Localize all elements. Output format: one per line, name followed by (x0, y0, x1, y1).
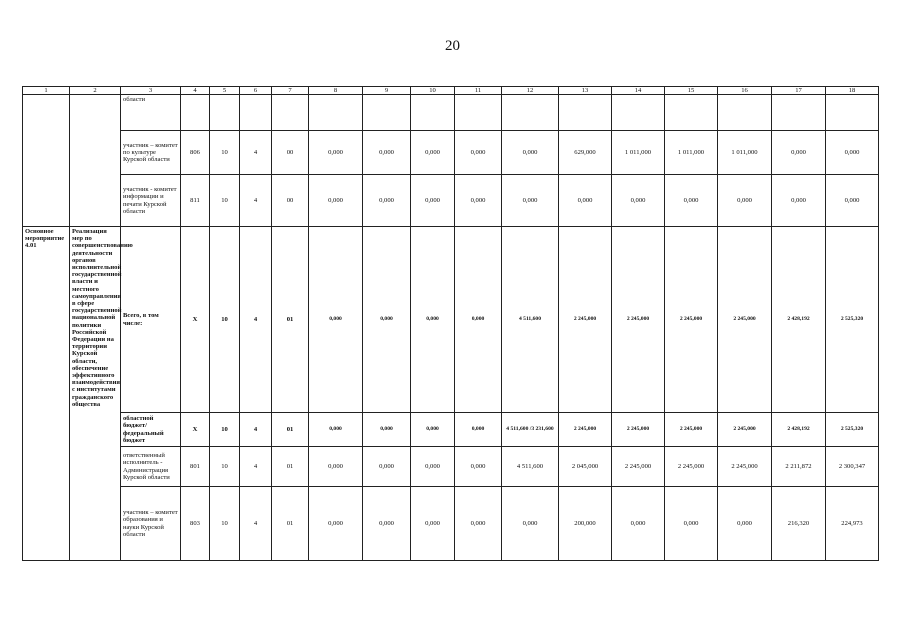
measure-code: Основное мероприятие 4.01 (23, 227, 70, 561)
table-cell: 0,000 (502, 131, 559, 175)
table-cell: 0,000 (455, 175, 502, 227)
table-cell: 4 (240, 227, 272, 413)
row-label: участник - комитет информации и печати Курской области (121, 175, 181, 227)
table-cell: 0,000 (612, 487, 665, 561)
table-cell: 01 (272, 487, 309, 561)
table-cell: 10 (210, 447, 240, 487)
table-cell: 0,000 (772, 175, 826, 227)
table-cell: 0,000 (309, 131, 363, 175)
row-label: участник – комитет образования и науки Курской области (121, 487, 181, 561)
header-cell: 11 (455, 87, 502, 95)
table-cell (210, 95, 240, 131)
table-cell: 0,000 (309, 447, 363, 487)
table-cell: 0,000 (363, 227, 411, 413)
table-cell: 0,000 (502, 175, 559, 227)
table-cell (70, 95, 121, 227)
table-row (23, 227, 879, 413)
table-cell: 0,000 (826, 131, 879, 175)
table-cell: 4 (240, 487, 272, 561)
table-cell: 0,000 (363, 447, 411, 487)
table-cell (665, 95, 718, 131)
table-cell: 00 (272, 131, 309, 175)
table-cell: 0,000 (363, 131, 411, 175)
table-cell: 0,000 (309, 227, 363, 413)
table-cell: 4 (240, 413, 272, 447)
table-cell: 2 245,000 (665, 413, 718, 447)
table-cell (772, 95, 826, 131)
header-cell: 9 (363, 87, 411, 95)
table-cell: 0,000 (309, 413, 363, 447)
table-cell: 0,000 (612, 175, 665, 227)
table-cell: 0,000 (826, 175, 879, 227)
table-cell: 0,000 (411, 487, 455, 561)
table-cell: 4 511,600 /3 231,600 (502, 413, 559, 447)
table-cell: 2 525,320 (826, 227, 879, 413)
table-cell: 0,000 (718, 487, 772, 561)
table-cell: 01 (272, 413, 309, 447)
table-cell: X (181, 413, 210, 447)
table-cell: 0,000 (502, 487, 559, 561)
table-cell: 200,000 (559, 487, 612, 561)
row-label: Всего, в том числе: (121, 227, 181, 413)
table-cell: 1 011,000 (612, 131, 665, 175)
table-cell: 2 300,347 (826, 447, 879, 487)
table-cell: 2 045,000 (559, 447, 612, 487)
table-cell: 0,000 (455, 413, 502, 447)
header-cell: 17 (772, 87, 826, 95)
table-cell: 0,000 (411, 413, 455, 447)
table-cell: 0,000 (455, 131, 502, 175)
table-cell: 01 (272, 227, 309, 413)
table-cell: 0,000 (772, 131, 826, 175)
header-cell: 8 (309, 87, 363, 95)
table-cell: 0,000 (309, 175, 363, 227)
row-label: области (121, 95, 181, 131)
table-cell: 2 245,000 (665, 227, 718, 413)
table-cell: 0,000 (559, 175, 612, 227)
table-cell: 0,000 (411, 227, 455, 413)
header-cell: 12 (502, 87, 559, 95)
table-cell: 2 245,000 (612, 413, 665, 447)
table-cell: 0,000 (411, 447, 455, 487)
table-cell: 2 245,000 (612, 447, 665, 487)
header-cell: 13 (559, 87, 612, 95)
table-cell: X (181, 227, 210, 413)
table-cell (826, 95, 879, 131)
header-cell: 6 (240, 87, 272, 95)
header-cell: 4 (181, 87, 210, 95)
row-label: областной бюджет/ федеральный бюджет (121, 413, 181, 447)
table-cell: 4 (240, 131, 272, 175)
table-cell: 0,000 (363, 487, 411, 561)
measure-description: Реализация мер по совершенствованию деятельности органов исполнительной государственной власти и местного самоуправления в сфере государственной национальной политики Российской Федерации на территории Курской области, обеспечение эффективного взаимодействия с институтами гражданского общества (70, 227, 121, 561)
table-cell: 2 245,000 (665, 447, 718, 487)
table-cell (718, 95, 772, 131)
table-cell: 0,000 (411, 131, 455, 175)
header-cell: 15 (665, 87, 718, 95)
table-cell (559, 95, 612, 131)
table-cell: 10 (210, 413, 240, 447)
table-cell: 2 245,000 (559, 227, 612, 413)
table-cell: 00 (272, 175, 309, 227)
table-cell: 0,000 (665, 175, 718, 227)
row-label: участник – комитет по культуре Курской области (121, 131, 181, 175)
header-cell: 2 (70, 87, 121, 95)
header-cell: 10 (411, 87, 455, 95)
table-cell: 2 525,320 (826, 413, 879, 447)
table-cell: 10 (210, 175, 240, 227)
table-cell: 2 245,000 (612, 227, 665, 413)
table-cell: 2 428,192 (772, 227, 826, 413)
header-row (23, 87, 879, 95)
table-cell (612, 95, 665, 131)
table-cell: 0,000 (309, 487, 363, 561)
table-cell: 0,000 (455, 447, 502, 487)
table-cell: 4 (240, 447, 272, 487)
table-cell: 10 (210, 131, 240, 175)
table-cell: 803 (181, 487, 210, 561)
table-cell: 4 511,600 (502, 447, 559, 487)
table-cell: 10 (210, 227, 240, 413)
table-cell: 2 211,872 (772, 447, 826, 487)
table-cell: 629,000 (559, 131, 612, 175)
table-cell (309, 95, 363, 131)
table-cell (502, 95, 559, 131)
header-cell: 7 (272, 87, 309, 95)
table-cell (363, 95, 411, 131)
page-number: 20 (445, 38, 460, 54)
header-cell: 18 (826, 87, 879, 95)
table-cell: 0,000 (363, 413, 411, 447)
table-cell: 0,000 (411, 175, 455, 227)
table-cell: 0,000 (363, 175, 411, 227)
table-cell: 216,320 (772, 487, 826, 561)
table-cell: 0,000 (455, 227, 502, 413)
table-cell: 801 (181, 447, 210, 487)
table-cell: 4 511,600 (502, 227, 559, 413)
table-cell (181, 95, 210, 131)
table-row (23, 131, 879, 175)
table-row (23, 447, 879, 487)
table-row (23, 175, 879, 227)
table-cell (240, 95, 272, 131)
table-cell: 4 (240, 175, 272, 227)
table-cell: 2 428,192 (772, 413, 826, 447)
row-label: ответственный исполнитель - Администрация Курской области (121, 447, 181, 487)
table-cell (23, 95, 70, 227)
header-cell: 3 (121, 87, 181, 95)
header-cell: 5 (210, 87, 240, 95)
table-cell: 01 (272, 447, 309, 487)
header-cell: 16 (718, 87, 772, 95)
table-cell (411, 95, 455, 131)
table-row (23, 413, 879, 447)
table-cell (272, 95, 309, 131)
table-cell: 0,000 (718, 175, 772, 227)
table-cell: 2 245,000 (559, 413, 612, 447)
table-cell: 224,973 (826, 487, 879, 561)
header-cell: 1 (23, 87, 70, 95)
table-cell: 0,000 (665, 487, 718, 561)
table-cell (455, 95, 502, 131)
header-cell: 14 (612, 87, 665, 95)
table-cell: 1 011,000 (665, 131, 718, 175)
table-cell: 2 245,000 (718, 413, 772, 447)
table-row (23, 95, 879, 131)
program-table (22, 86, 879, 561)
table-cell: 10 (210, 487, 240, 561)
table-cell: 2 245,000 (718, 447, 772, 487)
table-row (23, 487, 879, 561)
table-cell: 806 (181, 131, 210, 175)
table-cell: 811 (181, 175, 210, 227)
table-cell: 0,000 (455, 487, 502, 561)
table-cell: 2 245,000 (718, 227, 772, 413)
table-cell: 1 011,000 (718, 131, 772, 175)
